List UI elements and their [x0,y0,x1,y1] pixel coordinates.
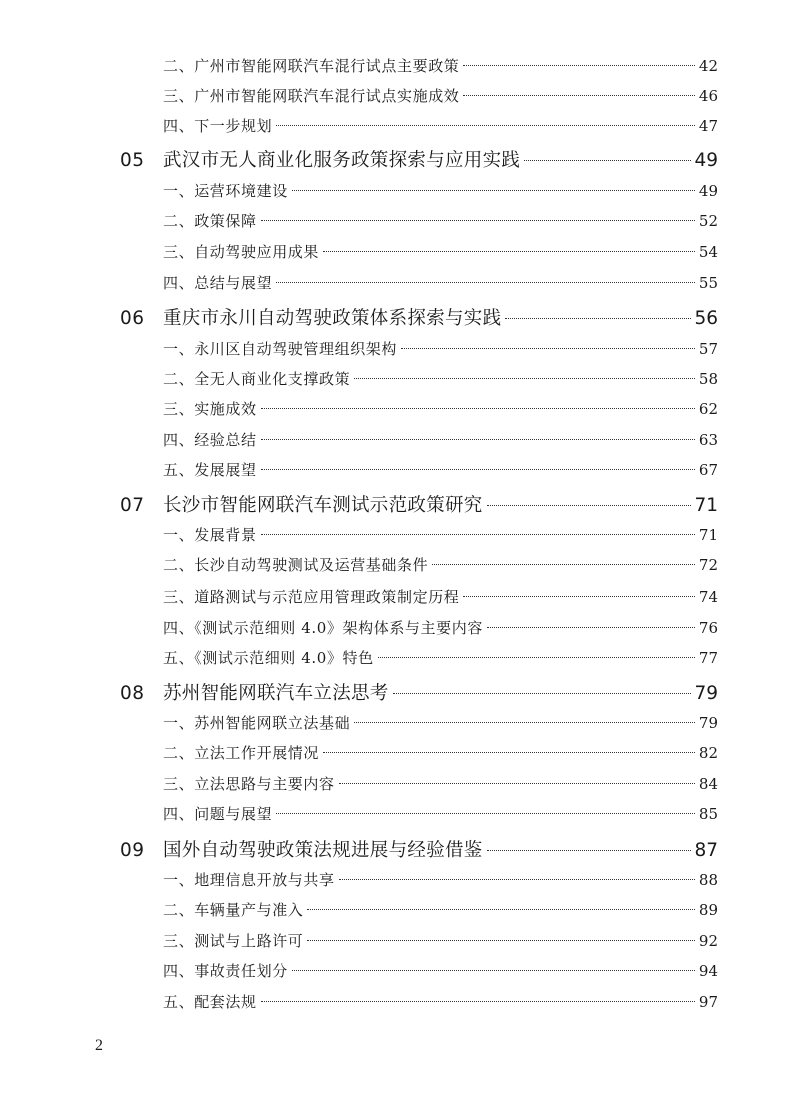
entry-page-number: 46 [698,87,718,105]
toc-section-entry[interactable] [163,459,718,480]
section-title: 五、配套法规 [163,993,257,1011]
chapter-title: 国外自动驾驶政策法规进展与经验借鉴 [163,840,483,861]
entry-page-number: 92 [698,932,718,950]
section-title: 四、总结与展望 [163,274,273,292]
dot-leader [463,95,695,96]
toc-section-entry[interactable] [163,773,718,794]
entry-page-number: 58 [698,370,718,388]
section-title: 三、道路测试与示范应用管理政策制定历程 [163,588,460,606]
dot-leader [463,596,695,597]
dot-leader [276,125,695,126]
chapter-title: 重庆市永川自动驾驶政策体系探索与实践 [163,308,502,329]
section-title: 二、车辆量产与准入 [163,901,304,919]
dot-leader [354,378,695,379]
toc-section-entry[interactable] [163,85,718,106]
dot-leader [524,160,691,161]
dot-leader [261,220,695,221]
section-title: 一、发展背景 [163,526,257,544]
toc-section-entry[interactable] [163,991,718,1012]
entry-page-number: 79 [694,683,718,704]
dot-leader [261,1001,695,1002]
section-title: 二、长沙自动驾驶测试及运营基础条件 [163,556,429,574]
toc-section-entry[interactable] [163,115,718,136]
toc-section-entry[interactable] [163,368,718,389]
entry-page-number: 56 [694,308,718,329]
entry-page-number: 88 [698,871,718,889]
entry-page-number: 52 [698,212,718,230]
entry-page-number: 63 [698,431,718,449]
entry-page-number: 54 [698,243,718,261]
dot-leader [432,564,695,565]
entry-page-number: 79 [698,714,718,732]
section-title: 二、广州市智能网联汽车混行试点主要政策 [163,57,460,75]
entry-page-number: 62 [698,400,718,418]
entry-page-number: 84 [698,775,718,793]
entry-page-number: 89 [698,901,718,919]
toc-section-entry[interactable] [163,617,718,638]
chapter-title: 长沙市智能网联汽车测试示范政策研究 [163,495,483,516]
chapter-number: 05 [120,150,145,171]
toc-chapter-entry[interactable] [120,679,718,705]
dot-leader [261,534,695,535]
section-title: 三、立法思路与主要内容 [163,775,335,793]
dot-leader [323,752,695,753]
dot-leader [378,657,695,658]
toc-section-entry[interactable] [163,180,718,201]
entry-page-number: 97 [698,993,718,1011]
toc-section-entry[interactable] [163,429,718,450]
toc-section-entry[interactable] [163,338,718,359]
toc-section-entry[interactable] [163,210,718,231]
toc-section-entry[interactable] [163,803,718,824]
toc-section-entry[interactable] [163,55,718,76]
toc-chapter-entry[interactable] [120,491,718,517]
toc-section-entry[interactable] [163,272,718,293]
entry-page-number: 71 [694,495,718,516]
section-title: 四、下一步规划 [163,117,273,135]
toc-section-entry[interactable] [163,647,718,668]
dot-leader [505,318,691,319]
section-title: 四、《测试示范细则 4.0》架构体系与主要内容 [163,619,483,637]
chapter-title: 苏州智能网联汽车立法思考 [163,683,389,704]
section-title: 一、苏州智能网联立法基础 [163,714,351,732]
toc-section-entry[interactable] [163,398,718,419]
entry-page-number: 67 [698,461,718,479]
toc-chapter-entry[interactable] [120,146,718,172]
chapter-number: 09 [120,840,145,861]
dot-leader [339,783,695,784]
dot-leader [401,348,695,349]
section-title: 四、问题与展望 [163,805,273,823]
chapter-number: 08 [120,683,145,704]
chapter-number: 07 [120,495,145,516]
toc-section-entry[interactable] [163,241,718,262]
entry-page-number: 42 [698,57,718,75]
dot-leader [487,505,692,506]
dot-leader [261,408,695,409]
entry-page-number: 87 [694,840,718,861]
section-title: 五、《测试示范细则 4.0》特色 [163,649,374,667]
entry-page-number: 85 [698,805,718,823]
dot-leader [292,190,695,191]
entry-page-number: 47 [698,117,718,135]
toc-section-entry[interactable] [163,960,718,981]
section-title: 一、地理信息开放与共享 [163,871,335,889]
page-number: 2 [95,1037,103,1054]
section-title: 四、事故责任划分 [163,962,288,980]
dot-leader [393,693,692,694]
toc-section-entry[interactable] [163,554,718,575]
section-title: 三、测试与上路许可 [163,932,304,950]
entry-page-number: 49 [698,182,718,200]
section-title: 三、实施成效 [163,400,257,418]
entry-page-number: 82 [698,744,718,762]
section-title: 三、广州市智能网联汽车混行试点实施成效 [163,87,460,105]
dot-leader [323,251,695,252]
entry-page-number: 71 [698,526,718,544]
toc-section-entry[interactable] [163,586,718,607]
entry-page-number: 57 [698,340,718,358]
toc-section-entry[interactable] [163,869,718,890]
dot-leader [307,940,695,941]
dot-leader [463,65,695,66]
section-title: 一、永川区自动驾驶管理组织架构 [163,340,398,358]
dot-leader [354,722,695,723]
toc-section-entry[interactable] [163,742,718,763]
dot-leader [339,879,695,880]
dot-leader [292,970,695,971]
section-title: 二、全无人商业化支撑政策 [163,370,351,388]
dot-leader [261,469,695,470]
entry-page-number: 74 [698,588,718,606]
entry-page-number: 55 [698,274,718,292]
dot-leader [276,282,695,283]
toc-chapter-entry[interactable] [120,304,718,330]
section-title: 二、立法工作开展情况 [163,744,320,762]
toc-section-entry[interactable] [163,930,718,951]
section-title: 四、经验总结 [163,431,257,449]
dot-leader [487,627,695,628]
entry-page-number: 77 [698,649,718,667]
section-title: 二、政策保障 [163,212,257,230]
dot-leader [276,813,695,814]
section-title: 一、运营环境建设 [163,182,288,200]
entry-page-number: 94 [698,962,718,980]
chapter-title: 武汉市无人商业化服务政策探索与应用实践 [163,150,521,171]
entry-page-number: 72 [698,556,718,574]
toc-section-entry[interactable] [163,899,718,920]
entry-page-number: 76 [698,619,718,637]
toc-chapter-entry[interactable] [120,836,718,862]
entry-page-number: 49 [694,150,718,171]
dot-leader [261,439,695,440]
dot-leader [307,909,695,910]
section-title: 三、自动驾驶应用成果 [163,243,320,261]
toc-section-entry[interactable] [163,712,718,733]
section-title: 五、发展展望 [163,461,257,479]
dot-leader [487,850,692,851]
chapter-number: 06 [120,308,145,329]
toc-section-entry[interactable] [163,524,718,545]
